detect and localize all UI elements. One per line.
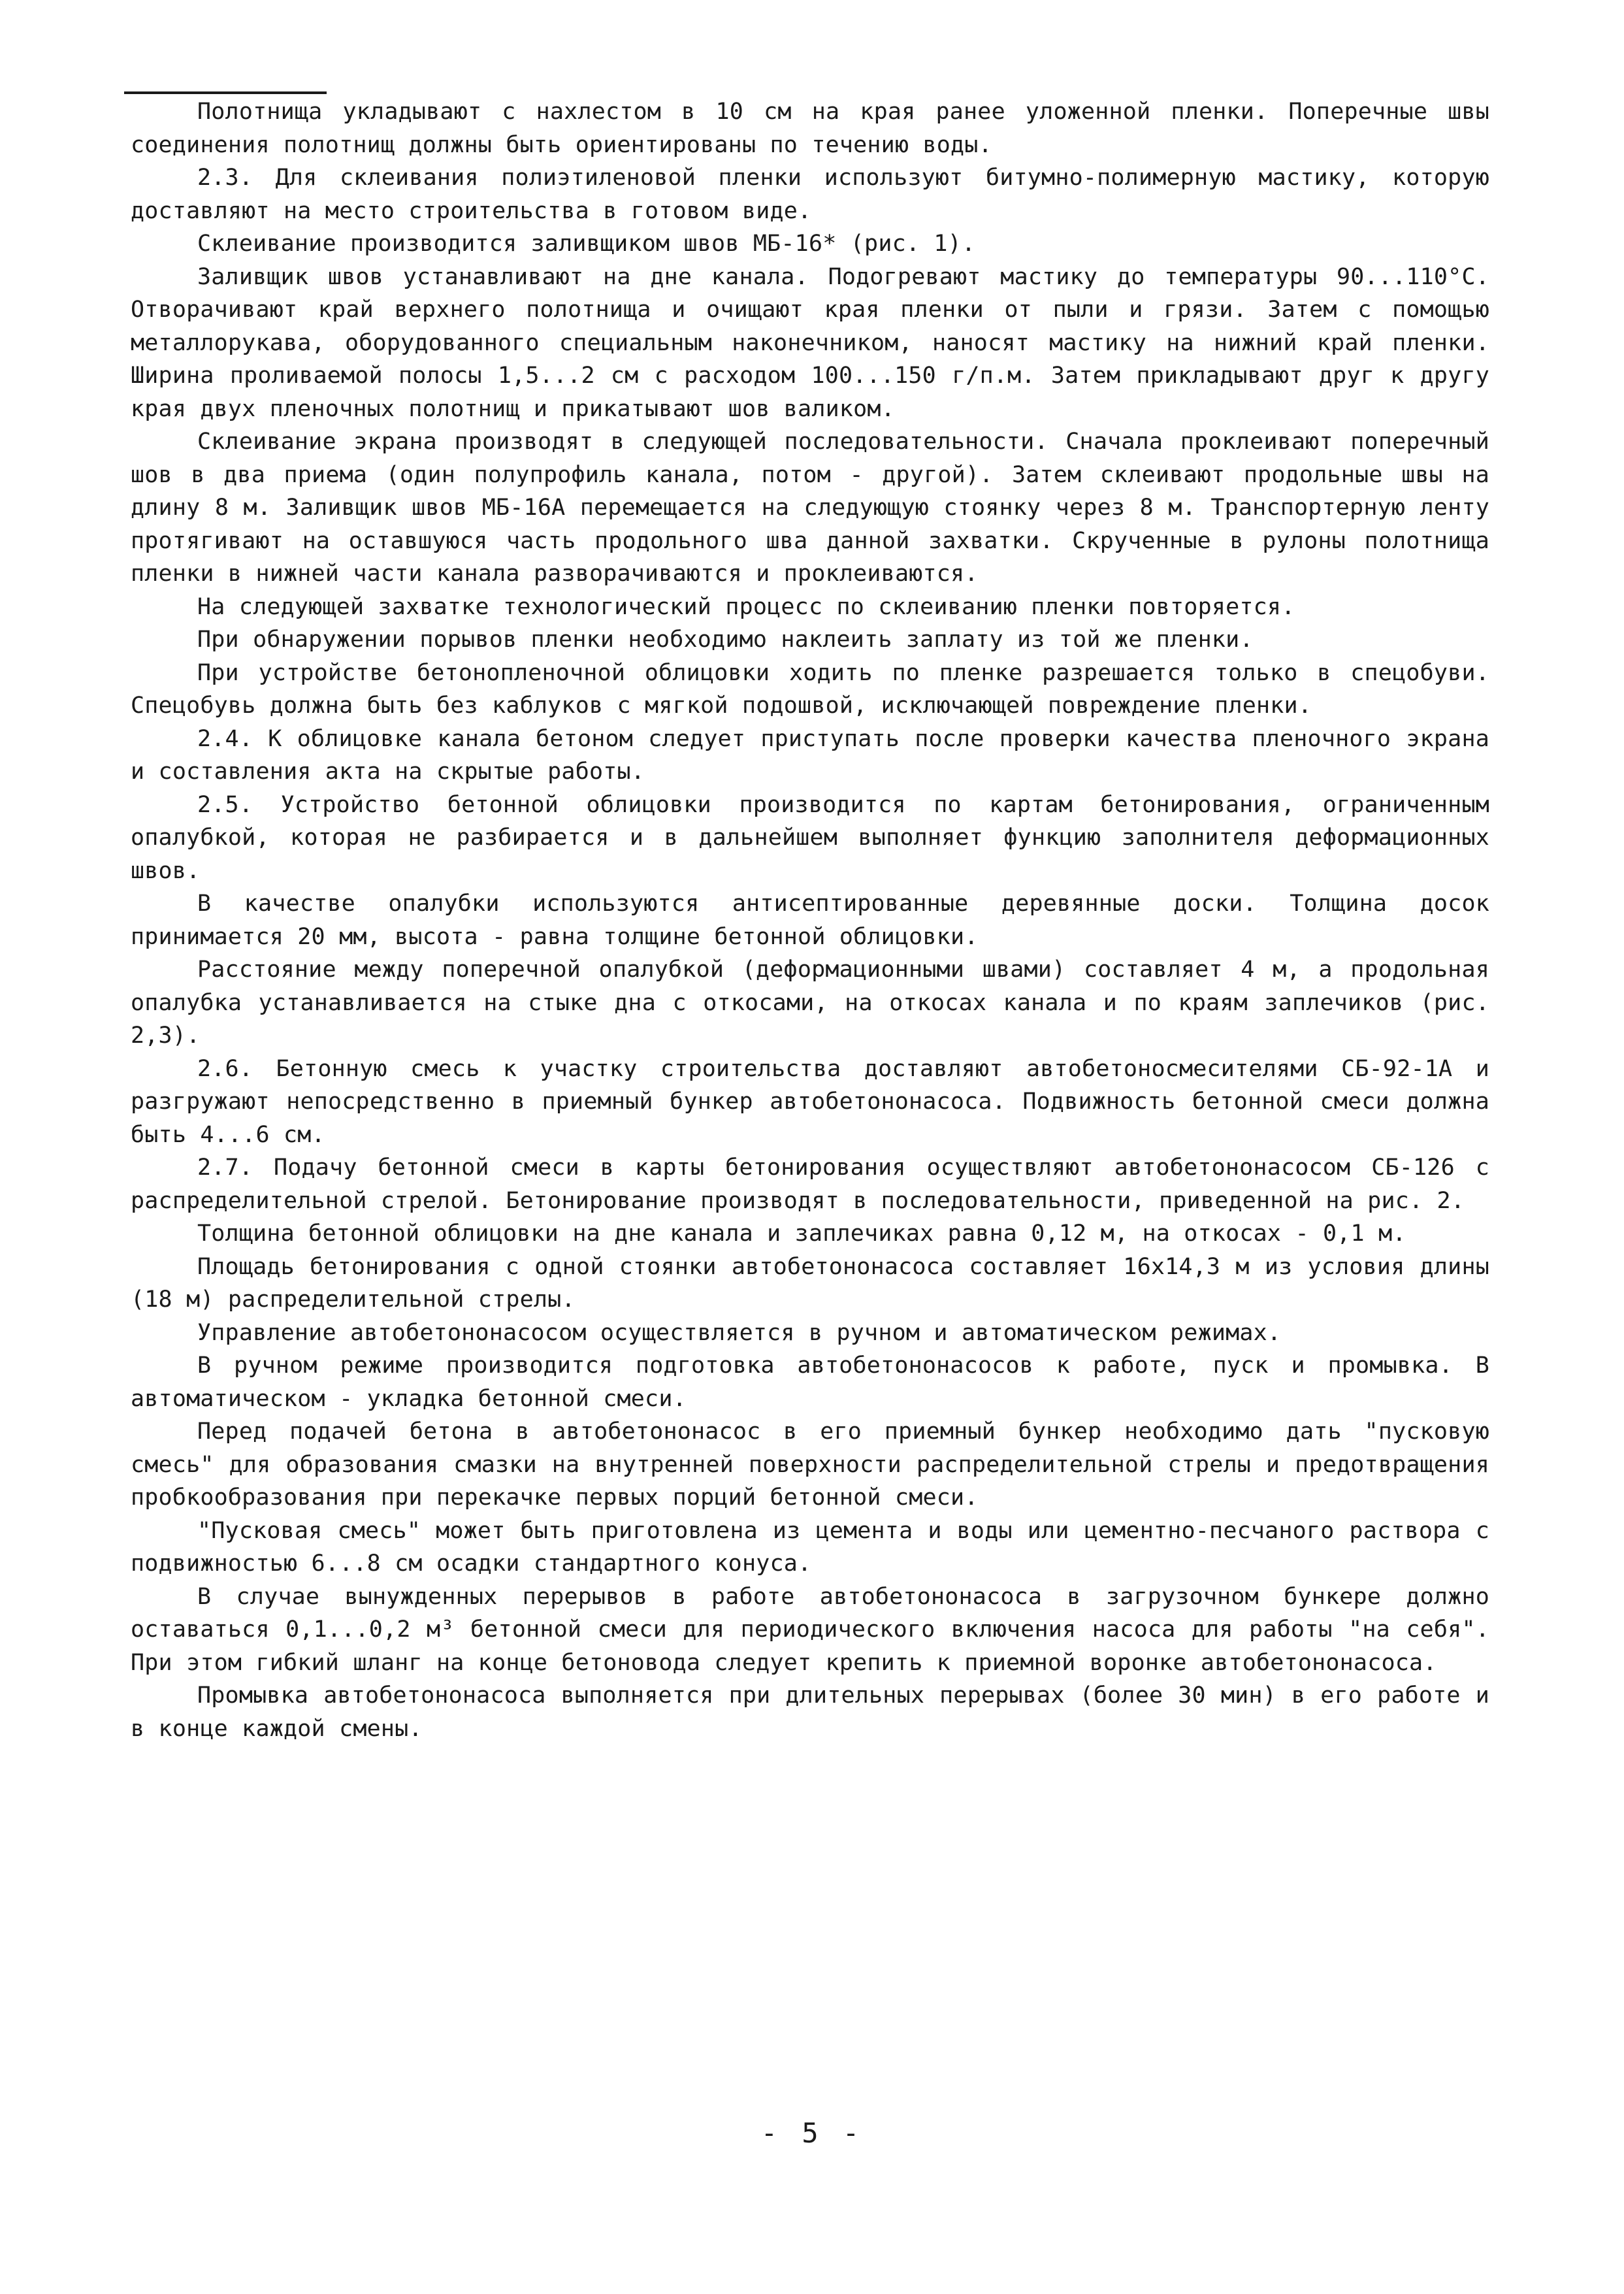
- paragraph-2-6-delivery: 2.6. Бетонную смесь к участку строительства доставляют автобетоносмесителями СБ-92-1А и разгружают непосредственно в приемный бункер автобетононасоса. Подвижность бетонной смеси должна быть 4...6 см.: [131, 1055, 1489, 1148]
- paragraph-formwork-boards: В качестве опалубки используются антисептированные деревянные доски. Толщина досок принимается 20 мм, высота - равна толщине бетонной облицовки.: [131, 891, 1489, 950]
- paragraph-2-5-formwork-maps: 2.5. Устройство бетонной облицовки производится по картам бетонирования, ограниченным опалубкой, которая не разбирается и в дальнейшем выполняет функцию заполнителя деформационных швов.: [131, 791, 1489, 884]
- paragraph-gluing-sequence: Склеивание экрана производят в следующей последовательности. Сначала проклеивают поперечный шов в два приема (один полупрофиль канала, потом - другой). Затем склеивают продольные швы на длину 8 м. Заливщик швов МБ-16А перемещается на следующую стоянку через 8 м. Транспортерную ленту протягивают на оставшуюся часть продольного шва данной захватки. Скрученные в рулоны полотнища пленки в нижней части канала разворачиваются и проклеиваются.: [131, 429, 1489, 587]
- paragraph-concreting-area: Площадь бетонирования с одной стоянки автобетононасоса составляет 16х14,3 м из условия длины (18 м) распределительной стрелы.: [131, 1253, 1489, 1313]
- paragraph-2-4-concrete-start: 2.4. К облицовке канала бетоном следует приступать после проверки качества пленочного экрана и составления акта на скрытые работы.: [131, 725, 1489, 785]
- paragraph-2-3-mastic: 2.3. Для склеивания полиэтиленовой пленки используют битумно-полимерную мастику, которую доставляют на место строительства в готовом виде.: [131, 165, 1489, 224]
- paragraph-gluing-device: Склеивание производится заливщиком швов МБ-16* (рис. 1).: [197, 231, 976, 257]
- paragraph-next-section: На следующей захватке технологический процесс по склеиванию пленки повторяется.: [197, 593, 1295, 620]
- paragraph-lining-thickness: Толщина бетонной облицовки на дне канала и заплечиках равна 0,12 м, на откосах - 0,1 м.: [197, 1221, 1406, 1247]
- paragraph-manual-mode: В ручном режиме производится подготовка автобетононасосов к работе, пуск и промывка. В автоматическом - укладка бетонной смеси.: [131, 1352, 1489, 1412]
- top-rule-divider: [124, 91, 327, 94]
- paragraph-forced-breaks: В случае вынужденных перерывов в работе автобетононасоса в загрузочном бункере должно оставаться 0,1...0,2 м³ бетонной смеси для периодического включения насоса для работы "на себя". При этом гибкий шланг на конце бетоновода следует крепить к приемной воронке автобетононасоса.: [131, 1583, 1489, 1676]
- body-text: [131, 95, 1489, 1745]
- paragraph-sealer-installation: Заливщик швов устанавливают на дне канала. Подогревают мастику до температуры 90...110°С. Отворачивают край верхнего полотнища и очищают края пленки от пыли и грязи. Затем с помощью металлорукава, оборудованного специальным наконечником, наносят мастику на нижний край пленки. Ширина проливаемой полосы 1,5...2 см с расходом 100...150 г/п.м. Затем прикладывают друг к другу края двух пленочных полотнищ и прикатывают шов валиком.: [131, 263, 1489, 422]
- paragraph-2-7-pumping: 2.7. Подачу бетонной смеси в карты бетонирования осуществляют автобетононасосом СБ-126 с распределительной стрелой. Бетонирование производят в последовательности, приведенной на рис. 2.: [131, 1155, 1489, 1214]
- paragraph-formwork-spacing: Расстояние между поперечной опалубкой (деформационными швами) составляет 4 м, а продольная опалубка устанавливается на стыке дна с откосами, на откосах канала и по краям заплечиков (рис. 2,3).: [131, 957, 1489, 1049]
- paragraph-starting-mix: Перед подачей бетона в автобетононасос в его приемный бункер необходимо дать "пусковую смесь" для образования смазки на внутренней поверхности распределительной стрелы и предотвращения пробкообразования при перекачке первых порций бетонной смеси.: [131, 1418, 1489, 1511]
- paragraph-overlap: Полотнища укладывают с нахлестом в 10 см на края ранее уложенной пленки. Поперечные швы соединения полотнищ должны быть ориентированы по течению воды.: [131, 99, 1489, 158]
- page-number: - 5 -: [760, 2117, 864, 2149]
- paragraph-special-footwear: При устройстве бетонопленочной облицовки ходить по пленке разрешается только в спецобуви. Спецобувь должна быть без каблуков с мягкой подошвой, исключающей повреждение пленки.: [131, 659, 1489, 719]
- paragraph-pump-flushing: Промывка автобетононасоса выполняется при длительных перерывах (более 30 мин) в его работе и в конце каждой смены.: [131, 1682, 1489, 1742]
- paragraph-patch: При обнаружении порывов пленки необходимо наклеить заплату из той же пленки.: [197, 627, 1254, 653]
- paragraph-starting-mix-composition: "Пусковая смесь" может быть приготовлена из цемента и воды или цементно-песчаного раствора с подвижностью 6...8 см осадки стандартного конуса.: [131, 1517, 1489, 1577]
- paragraph-pump-control: Управление автобетононасосом осуществляется в ручном и автоматическом режимах.: [197, 1319, 1282, 1346]
